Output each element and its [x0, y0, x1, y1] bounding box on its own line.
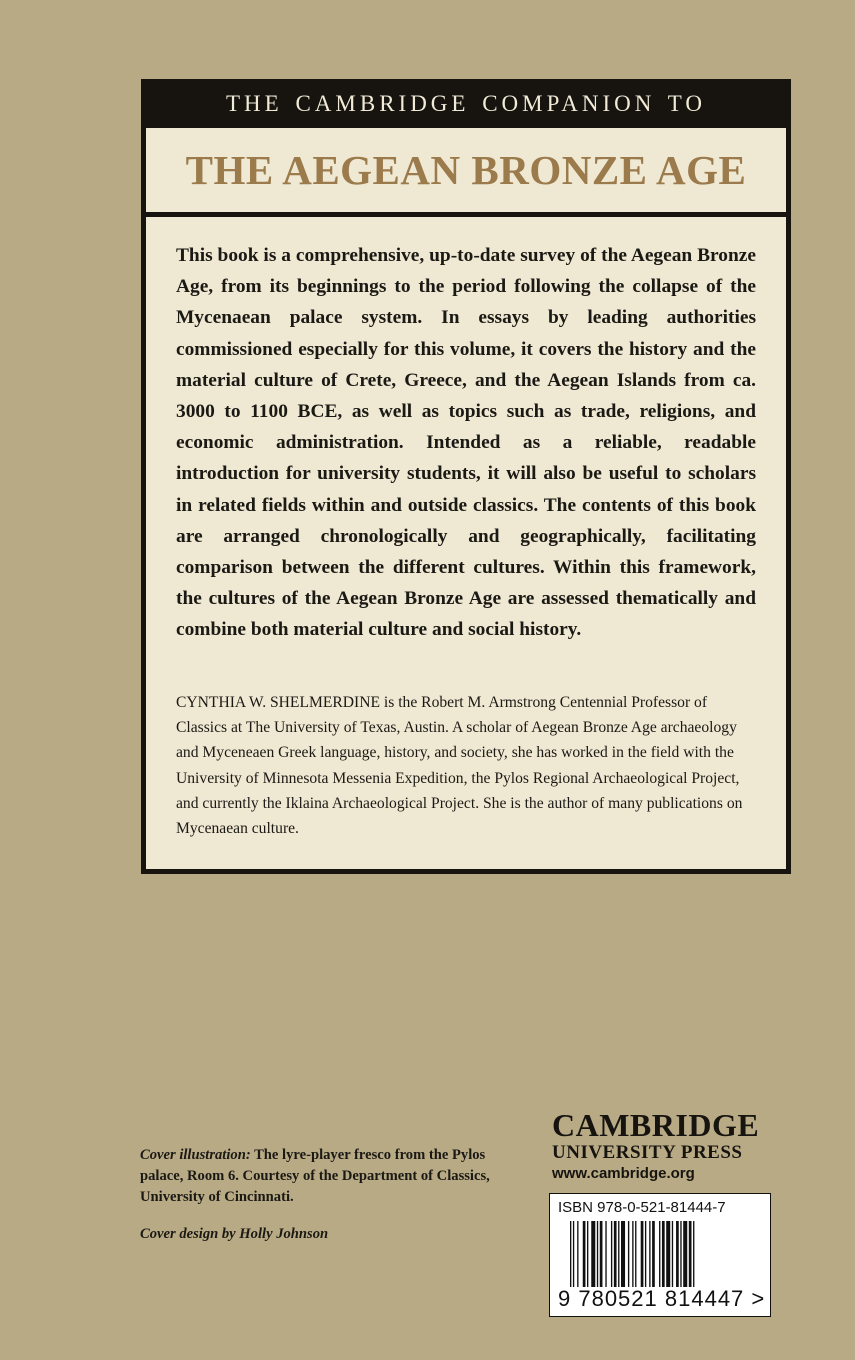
author-bio-text: is the Robert M. Armstrong Centennial Professor of Classics at The University of Texas, Austin. A scholar of Aegean Bronze Age archaeology and Myceneaen Greek language, history, and society, she has worked in the field with the University of Minnesota Messenia Expedition, the Pylos Regional Archaeological Project, and currently the Iklaina Archaeological Project. She is the author of many publications on Mycenaean culture.	[176, 694, 743, 838]
book-description	[176, 240, 756, 646]
publisher-url: www.cambridge.org	[552, 1165, 695, 1182]
barcode-icon	[570, 1221, 760, 1287]
cover-illustration-credit	[140, 1145, 505, 1208]
cover-illustration-label: Cover illustration:	[140, 1147, 251, 1163]
series-title: THE CAMBRIDGE COMPANION TO	[141, 79, 791, 128]
description-text-part2: , as well as topics such as trade, religions, and economic administration. Intended as a reliable, readable introduction for university students, it will also be useful to scholars in related fields within and outside classics. The contents of this book are arranged chronologically and geographically, facilitating comparison between the different cultures. Within this framework, the cultures of the Aegean Bronze Age are assessed thematically and combine both material culture and social history.	[176, 401, 756, 641]
description-text-part1: This book is a comprehensive, up-to-date survey of the Aegean Bronze Age, from its beginnings to the period following the collapse of the Mycenaean palace system. In essays by leading authorities commissioned especially for this volume, it covers the history and the material culture of Crete, Greece, and the Aegean Islands from ca. 3000 to 1100	[176, 245, 756, 423]
isbn-barcode	[549, 1193, 771, 1317]
publisher-name: CAMBRIDGE	[552, 1107, 760, 1143]
cover-design-credit: Cover design by Holly Johnson	[140, 1226, 329, 1242]
author-bio	[176, 690, 756, 841]
publisher-subtitle: UNIVERSITY PRESS	[552, 1142, 743, 1163]
barcode-digits: 9 780521 814447 >	[558, 1286, 766, 1311]
book-title: THE AEGEAN BRONZE AGE	[146, 128, 786, 212]
era-abbreviation: BCE	[297, 401, 338, 423]
cover-illustration-text: The lyre-player fresco from the Pylos palace, Room 6. Courtesy of the Department of Classics, University of Cincinnati.	[140, 1147, 490, 1205]
publisher-logo	[552, 1108, 777, 1184]
author-name: CYNTHIA W. SHELMERDINE	[176, 694, 381, 711]
isbn-label: ISBN 978-0-521-81444-7	[558, 1199, 726, 1216]
